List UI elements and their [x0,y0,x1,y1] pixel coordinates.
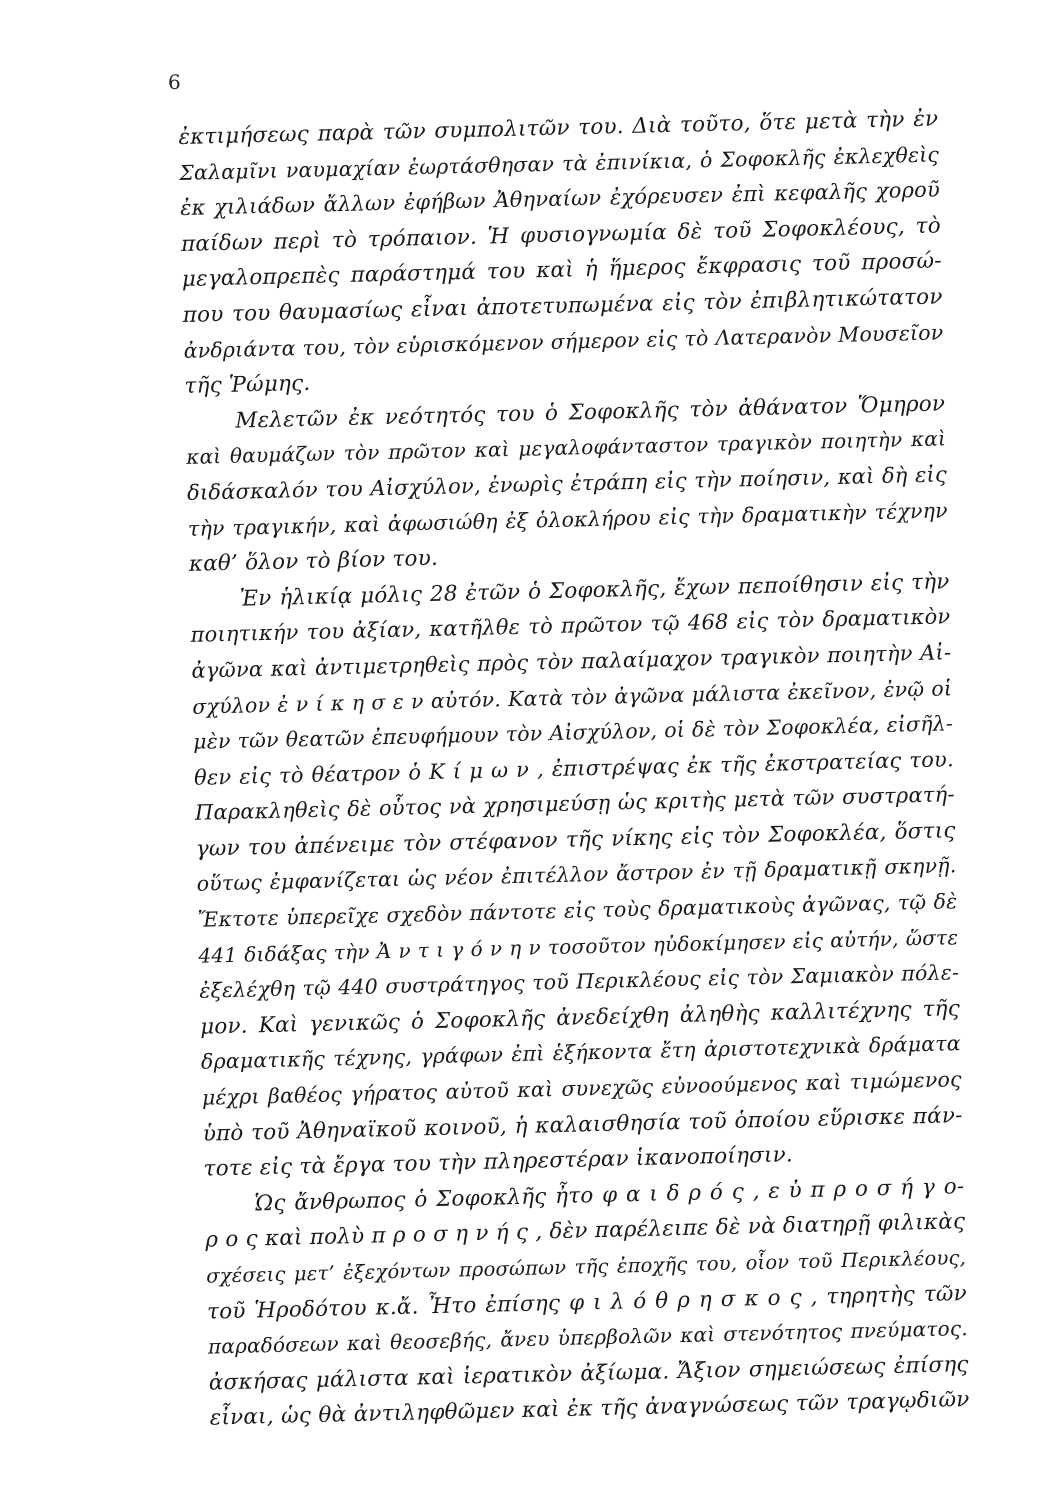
text-line: διδάσκαλόν του Αἰσχύλον, ἐνωρὶς ἐτράπη εἰς τὴν ποίησιν, καὶ δὴ εἰς [186,462,948,505]
text-line: μον. Καὶ γενικῶς ὁ Σοφοκλῆς ἀνεδείχθη ἀληθὴς καλλιτέχνης τῆς [199,996,961,1040]
text-line: που του θαυμασίως εἶναι ἀποτετυπωμένα εἰς τὸν ἐπιβλητικώτατον [182,284,943,328]
text-line: ρ ο ς καὶ πολὺ π ρ ο σ η ν ή ς , δὲν παρέλειπε δὲ νὰ διατηρῇ φιλικὰς [205,1209,966,1254]
text-line: Σαλαμῖνι ναυμαχίαν ἑωρτάσθησαν τὰ ἐπινίκια, ὁ Σοφοκλῆς ἐκλεχθεὶς [178,142,940,185]
text-line: ἀγῶνα καὶ ἀντιμετρηθεὶς πρὸς τὸν παλαίμαχον τραγικὸν ποιητὴν Αἰ- [191,640,952,683]
text-line: σχέσεις μετ’ ἐξεχόντων προσώπων τῆς ἐποχῆς του, οἷον τοῦ Περικλέους, [205,1246,967,1288]
text-line: ἀνδριάντα του, τὸν εὑρισκόμενον σήμερον εἰς τὸ Λατερανὸν Μουσεῖον [183,319,944,363]
text-line: οὕτως ἐμφανίζεται ὡς νέον ἐπιτέλλον ἄστρον ἐν τῇ δραματικῇ σκηνῇ. [196,853,957,897]
text-line: τῆς Ῥώμης. [184,371,311,400]
body-text [178,101,970,1436]
text-line: καθ’ ὅλον τὸ βίον του. [188,545,439,577]
text-line: θεν εἰς τὸ θέατρον ὁ Κ ί μ ω ν , ἐπιστρέψας ἐκ τῆς ἐκστρατείας του. [193,746,955,790]
text-line: τοτε εἰς τὰ ἔργα του τὴν πληρεστέραν ἱκανοποίησιν. [203,1142,794,1182]
text-line: ἀσκήσας μάλιστα καὶ ἱερατικὸν ἀξίωμα. Ἄξιον σημειώσεως ἐπίσης [208,1351,969,1396]
text-line: παίδων περὶ τὸ τρόπαιον. Ἡ φυσιογνωμία δὲ τοῦ Σοφοκλέους, τὸ [180,213,942,257]
text-line: μέχρι βαθέος γήρατος αὐτοῦ καὶ συνεχῶς εὐνοούμενος καὶ τιμώμενος [201,1067,962,1110]
text-line: Μελετῶν ἐκ νεότητός του ὁ Σοφοκλῆς τὸν ἀθάνατον Ὅμηρον [235,391,946,434]
text-line: ποιητικήν του ἀξίαν, κατῆλθε τὸ πρῶτον τῷ 468 εἰς τὸν δραματικὸν [190,604,951,648]
text-line: ὑπὸ τοῦ Ἀθηναϊκοῦ κοινοῦ, ἡ καλαισθησία τοῦ ὁποίου εὕρισκε πάν- [202,1102,963,1147]
text-line: μεγαλοπρεπὲς παράστημά του καὶ ἡ ἥμερος ἔκφρασις τοῦ προσώ- [181,248,942,293]
text-line: εἶναι, ὡς θὰ ἀντιληφθῶμεν καὶ ἐκ τῆς ἀναγνώσεως τῶν τραγῳδιῶν [209,1387,970,1431]
text-line: μὲν τῶν θεατῶν ἐπευφήμουν τὸν Αἰσχύλον, οἱ δὲ τὸν Σοφοκλέα, εἰσῆλ- [192,711,954,754]
text-line: Ὡς ἄνθρωπος ὁ Σοφοκλῆς ἦτο φ α ι δ ρ ό ς , ε ὐ π ρ ο σ ή γ ο- [254,1173,965,1217]
page-number: 6 [168,70,181,94]
text-line: Ἐν ἡλικίᾳ μόλις 28 ἐτῶν ὁ Σοφοκλῆς, ἔχων πεποίθησιν εἰς τὴν [239,569,950,612]
text-line: Παρακληθεὶς δὲ οὗτος νὰ χρησιμεύσῃ ὡς κριτὴς μετὰ τῶν συστρατή- [194,782,956,826]
text-line: καὶ θαυμάζων τὸν πρῶτον καὶ μεγαλοφάνταστον τραγικὸν ποιητὴν καὶ [185,426,947,470]
text-line: τὴν τραγικήν, καὶ ἀφωσιώθη ἐξ ὁλοκλήρου εἰς τὴν δραματικὴν τέχνην [187,497,949,541]
text-line: σχύλον ἐ ν ί κ η σ ε ν αὐτόν. Κατὰ τὸν ἀγῶνα μάλιστα ἐκεῖνον, ἐνῷ οἱ [192,675,953,719]
text-line: ἐκτιμήσεως παρὰ τῶν συμπολιτῶν του. Διὰ τοῦτο, ὅτε μετὰ τὴν ἐν [178,106,939,150]
text-line: 441 διδάξας τὴν Ἀ ν τ ι γ ό ν η ν τοσοῦτον ηὐδοκίμησεν εἰς αὐτήν, ὥστε [198,924,959,968]
text-line: Ἔκτοτε ὑπερεῖχε σχεδὸν πάντοτε εἰς τοὺς δραματικοὺς ἀγῶνας, τῷ δὲ [197,889,958,932]
text-line: παραδόσεων καὶ θεοσεβής, ἄνευ ὑπερβολῶν καὶ στενότητος πνεύματος. [207,1316,969,1359]
text-line: δραματικῆς τέχνης, γράφων ἐπὶ ἑξήκοντα ἔτη ἀριστοτεχνικὰ δράματα [200,1031,962,1075]
text-line: ἐξελέχθη τῷ 440 συστράτηγος τοῦ Περικλέους εἰς τὸν Σαμιακὸν πόλε- [198,960,960,1003]
text-line: γων του ἀπένειμε τὸν στέφανον τῆς νίκης εἰς τὸν Σοφοκλέα, ὅστις [195,818,956,862]
text-line: ἐκ χιλιάδων ἄλλων ἐφήβων Ἀθηναίων ἐχόρευσεν ἐπὶ κεφαλῆς χοροῦ [179,177,941,221]
text-line: τοῦ Ἡροδότου κ.ἄ. Ἦτο ἐπίσης φ ι λ ό θ ρ η σ κ ο ς , τηρητὴς τῶν [206,1280,968,1325]
